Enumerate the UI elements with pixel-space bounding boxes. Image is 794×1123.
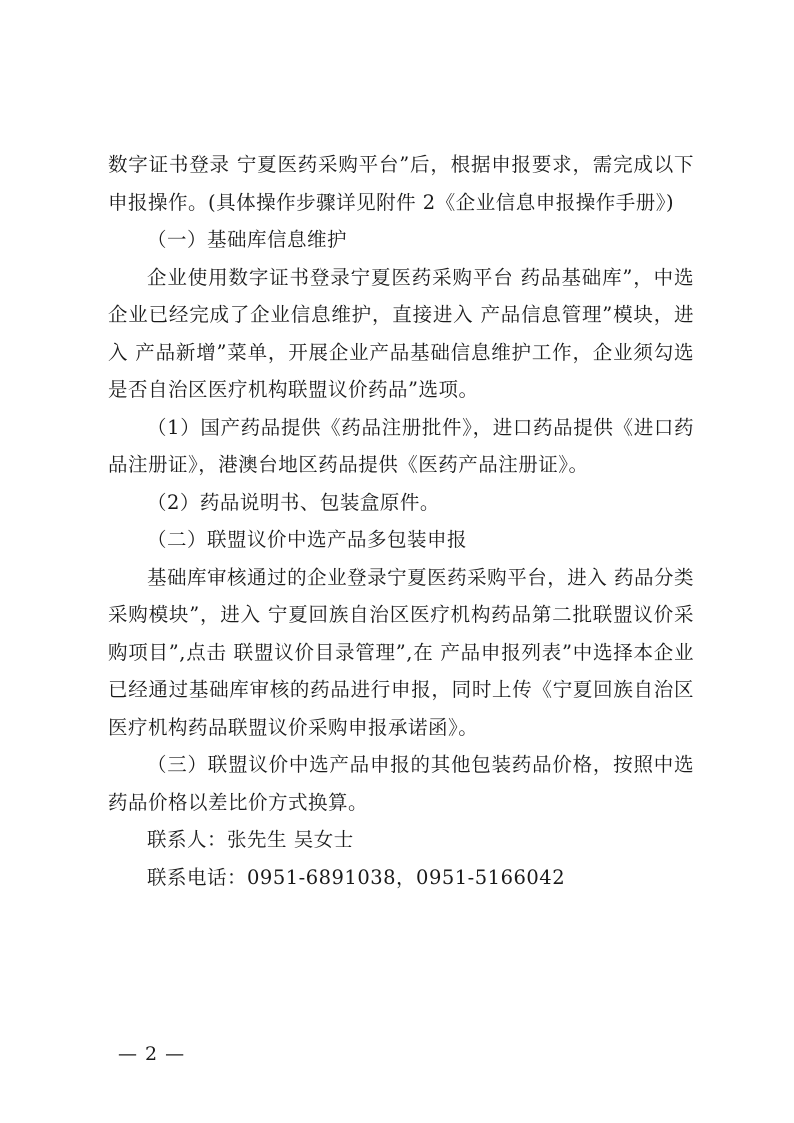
contact-person: 联系人：张先生 吴女士 xyxy=(147,828,354,851)
contact-phone: 联系电话：0951-6891038，0951-5166042 xyxy=(147,865,566,889)
page-number: — 2 — xyxy=(118,1043,186,1065)
document-body xyxy=(108,146,694,896)
section-heading-multi-package: （二）联盟议价中选产品多包装申报 xyxy=(147,528,468,551)
paragraph-multi-package: 基础库审核通过的企业登录宁夏医药采购平台，进入 药品分类采购模块”，进入 宁夏回族自治区医疗机构药品第二批联盟议价采购项目”,点击 联盟议价目录管理”,在 产品申报列表”中选择本企业已经通过基础库审核的药品进行申报，同时上传《宁夏回族自治区医疗机构药品联盟议价采购申报承诺函》。 xyxy=(108,565,694,739)
paragraph-other-packages: （三）联盟议价中选产品申报的其他包装药品价格，按照中选药品价格以差比价方式换算。 xyxy=(108,753,694,814)
list-item-registration: （1）国产药品提供《药品注册批件》，进口药品提供《进口药品注册证》，港澳台地区药品提供《医药产品注册证》。 xyxy=(108,415,694,476)
paragraph-basic-info: 企业使用数字证书登录宁夏医药采购平台 药品基础库”，中选企业已经完成了企业信息维护，直接进入 产品信息管理”模块，进入 产品新增”菜单，开展企业产品基础信息维护工作，企业须勾选 是否自治区医疗机构联盟议价药品”选项。 xyxy=(108,265,694,401)
list-item-instructions: （2）药品说明书、包装盒原件。 xyxy=(147,490,440,514)
paragraph-continuation: 数字证书登录 宁夏医药采购平台”后，根据申报要求，需完成以下申报操作。(具体操作步骤详见附件 2《企业信息申报操作手册》) xyxy=(108,153,694,214)
section-heading-basic-info: （一）基础库信息维护 xyxy=(147,228,348,251)
